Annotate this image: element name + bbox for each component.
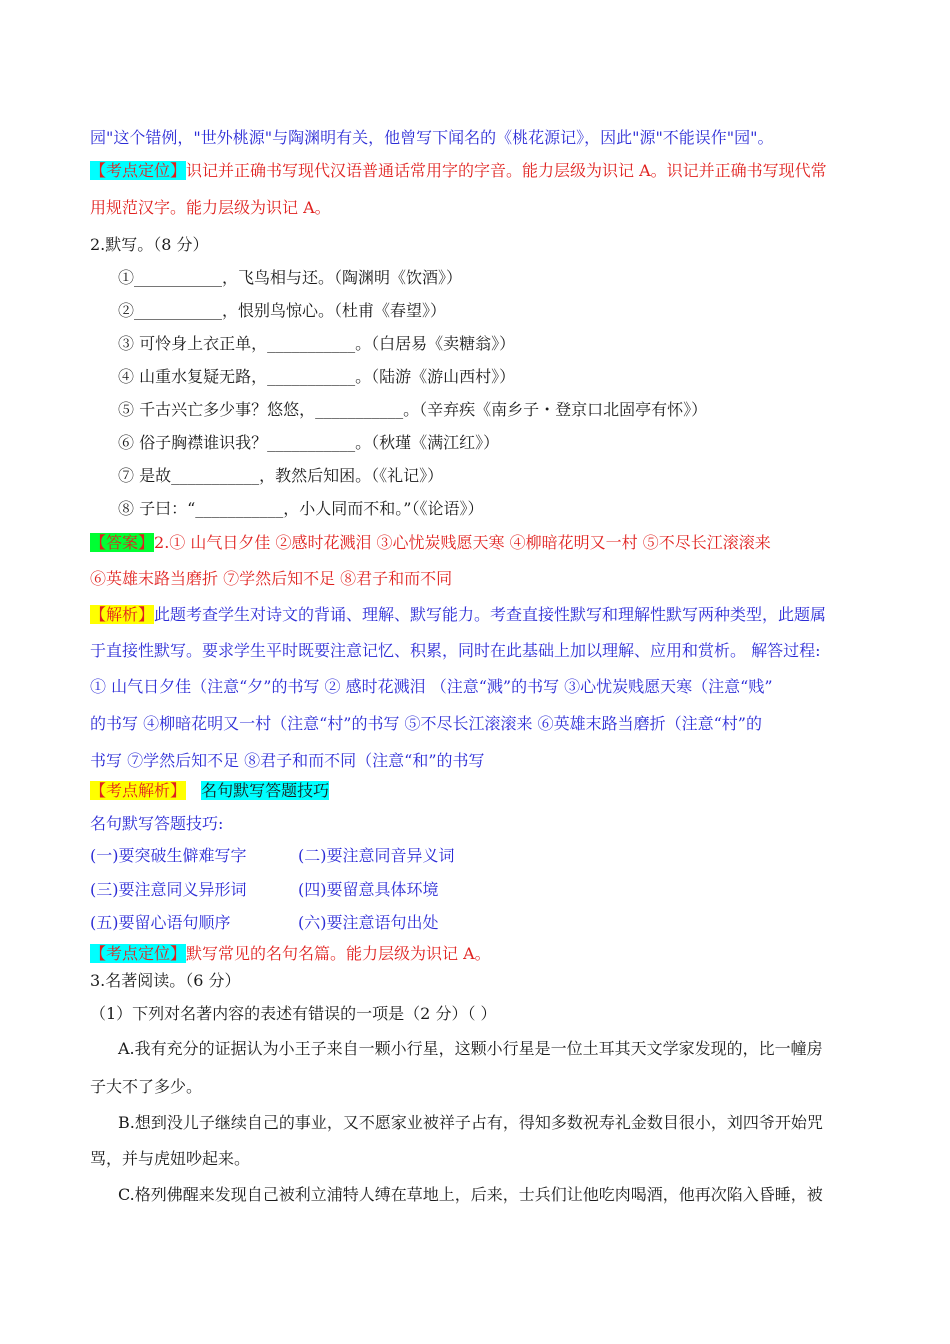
tip-item: (六)要注意语句出处: [298, 913, 439, 932]
question-3-title: 3.名著阅读。（6 分）: [90, 971, 241, 990]
option-b: 骂，并与虎妞吵起来。: [90, 1149, 251, 1168]
kaodian-jiexi-title: 名句默写答题技巧: [201, 781, 330, 800]
dictation-item: ①___________，飞鸟相与还。（陶渊明《饮酒》）: [118, 268, 463, 287]
option-c: C.格列佛醒来发现自己被利立浦特人缚在草地上，后来，士兵们让他吃肉喝酒，他再次陷入昏睡，被: [118, 1185, 823, 1204]
tip-item: (四)要留意具体环境: [298, 880, 439, 899]
question-3-sub: （1）下列对名著内容的表述有错误的一项是（2 分）（ ）: [90, 1004, 497, 1023]
dictation-item: ②___________，恨别鸟惊心。（杜甫《春望》）: [118, 301, 447, 320]
dictation-item: ⑧ 子曰：“___________，小人同而不和。”（《论语》）: [118, 499, 484, 518]
answer-line: [90, 532, 771, 554]
tip-item: (二)要注意同音异义词: [298, 846, 455, 865]
dictation-item: ⑥ 俗子胸襟谁识我？___________。（秋瑾《满江红》）: [118, 433, 500, 452]
answer-text: 2.① 山气日夕佳 ②感时花溅泪 ③心忧炭贱愿天寒 ④柳暗花明又一村 ⑤不尽长江滚滚来: [154, 533, 771, 552]
analysis-text: 的书写 ④柳暗花明又一村（注意“村”的书写 ⑤不尽长江滚滚来 ⑥英雄末路当磨折（注意“村”的: [90, 714, 762, 733]
text-line: 园"这个错例，"世外桃源"与陶渊明有关，他曾写下闻名的《桃花源记》，因此"源"不能误作"园"。: [90, 128, 774, 147]
option-a: A.我有充分的证据认为小王子来自一颗小行星，这颗小行星是一位土耳其天文学家发现的，比一幢房: [118, 1039, 823, 1058]
answer-text: ⑥英雄末路当磨折 ⑦学然后知不足 ⑧君子和而不同: [90, 569, 453, 588]
kaodian-dingwei-tag: 【考点定位】: [90, 161, 187, 180]
analysis-tag: 【解析】: [90, 605, 155, 624]
analysis-text: 于直接性默写。要求学生平时既要注意记忆、积累，同时在此基础上加以理解、应用和赏析。 解答过程:: [90, 641, 821, 660]
kaodian-jiexi-tag: 【考点解析】: [90, 781, 187, 800]
question-2-title: 2.默写。（8 分）: [90, 235, 209, 254]
kaodian-jiexi-line: [90, 780, 329, 802]
analysis-line: [90, 604, 826, 626]
text-line: 默写常见的名句名篇。能力层级为识记 A。: [186, 944, 491, 963]
analysis-text: 此题考查学生对诗文的背诵、理解、默写能力。考查直接性默写和理解性默写两种类型，此题属: [154, 605, 827, 624]
kaodian-dingwei-line: [90, 943, 491, 965]
dictation-item: ⑦ 是故___________，教然后知困。（《礼记》）: [118, 466, 444, 485]
option-a: 子大不了多少。: [90, 1077, 203, 1096]
tip-item: (五)要留心语句顺序: [90, 913, 231, 932]
dictation-item: ④ 山重水复疑无路，___________。（陆游《游山西村》）: [118, 367, 516, 386]
kaodian-dingwei-line: [90, 160, 827, 182]
option-b: B.想到没儿子继续自己的事业，又不愿家业被祥子占有，得知多数祝寿礼金数目很小，刘四爷开始咒: [118, 1113, 823, 1132]
tip-item: (三)要注意同义异形词: [90, 880, 247, 899]
tip-item: (一)要突破生僻难写字: [90, 846, 247, 865]
kaodian-dingwei-tag: 【考点定位】: [90, 944, 187, 963]
text-line: 用规范汉字。能力层级为识记 A。: [90, 198, 331, 217]
dictation-item: ③ 可怜身上衣正单，___________。（白居易《卖糖翁》）: [118, 334, 516, 353]
analysis-text: 书写 ⑦学然后知不足 ⑧君子和而不同（注意“和”的书写: [90, 751, 485, 770]
answer-tag: 【答案】: [90, 533, 155, 552]
tips-title: 名句默写答题技巧:: [90, 814, 224, 833]
text-line: 识记并正确书写现代汉语普通话常用字的字音。能力层级为识记 A。识记并正确书写现代常: [186, 161, 827, 180]
analysis-text: ① 山气日夕佳（注意“夕”的书写 ② 感时花溅泪 （注意“溅”的书写 ③心忧炭贱愿天寒（注意“贱”: [90, 677, 773, 696]
dictation-item: ⑤ 千古兴亡多少事？悠悠，___________。（辛弃疾《南乡子・登京口北固亭有怀》）: [118, 400, 708, 419]
